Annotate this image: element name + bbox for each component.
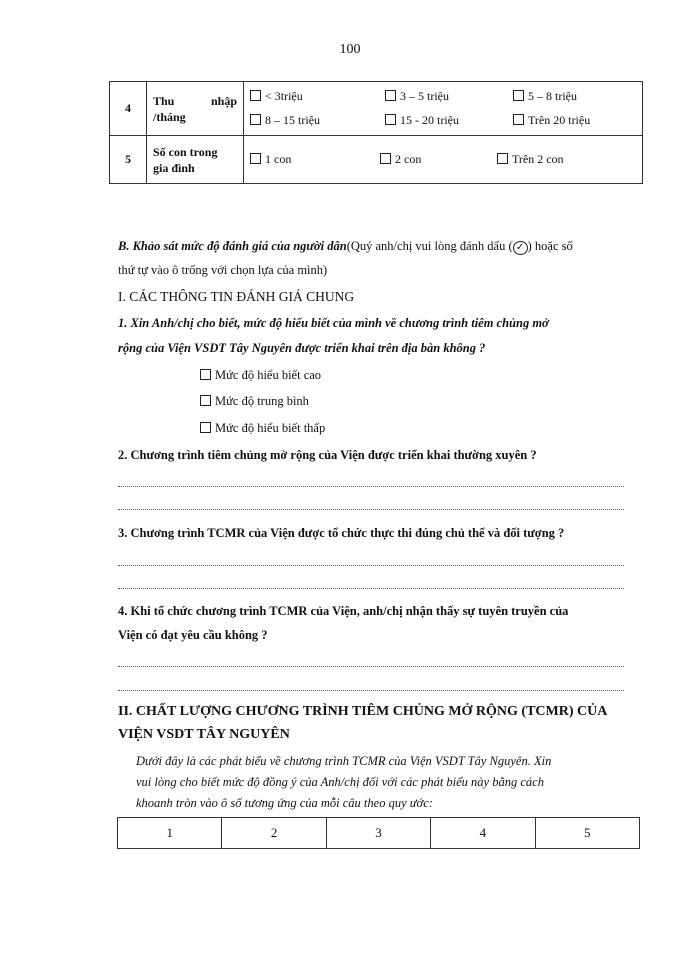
section-2-intro-line-3: khoanh tròn vào ô số tương ứng của mỗi câu theo quy ước: (136, 796, 433, 810)
instruction-text: ) hoặc số (527, 239, 573, 253)
question-3: 3. Chương trình TCMR của Viện được tổ chức thực thi đúng chủ thể và đối tượng ? (118, 526, 565, 540)
instruction-text: (Quý anh/chị vui lòng đánh dấu ( (346, 239, 513, 253)
row-label (147, 136, 244, 184)
page-number: 100 (339, 42, 361, 57)
option-label: Mức độ hiểu biết cao (215, 368, 322, 382)
scale-cell[interactable]: 3 (326, 818, 430, 849)
option-label: 5 – 8 triệu (528, 89, 577, 103)
table-row (110, 82, 643, 136)
section-b-intro (118, 234, 638, 258)
checkbox-icon (250, 153, 261, 164)
q1-option[interactable] (200, 368, 321, 383)
section-b-title: B. Khảo sát mức độ đánh giá của người dân (118, 239, 347, 253)
scale-cell[interactable]: 5 (535, 818, 639, 849)
option-checkbox[interactable] (250, 89, 385, 104)
option-label: 2 con (395, 152, 422, 166)
answer-line[interactable] (118, 509, 624, 510)
option-checkbox[interactable] (385, 89, 513, 104)
checkmark-icon: ✓ (513, 241, 528, 255)
option-label: Trên 2 con (512, 152, 564, 166)
checkbox-icon (200, 395, 211, 406)
option-label: Trên 20 triệu (528, 113, 591, 127)
checkbox-icon (250, 114, 261, 125)
label-line: /tháng (153, 109, 186, 124)
section-2-heading-line-2: VIỆN VSDT TÂY NGUYÊN (118, 727, 290, 742)
demographics-table (109, 81, 643, 184)
checkbox-icon (513, 114, 524, 125)
section-2-heading-line-1: II. CHẤT LƯỢNG CHƯƠNG TRÌNH TIÊM CHỦNG MỞ RỘNG (TCMR) CỦA (118, 704, 608, 719)
question-2: 2. Chương trình tiêm chủng mở rộng của Viện được triển khai thường xuyên ? (118, 448, 537, 462)
question-4-line-1: 4. Khi tổ chức chương trình TCMR của Viện, anh/chị nhận thấy sự tuyên truyền của (118, 604, 569, 618)
option-checkbox[interactable] (380, 152, 497, 167)
row-label (147, 82, 244, 136)
option-label: 3 – 5 triệu (400, 89, 449, 103)
option-label: Mức độ trung bình (215, 394, 309, 408)
answer-line[interactable] (118, 565, 624, 566)
option-checkbox[interactable] (497, 152, 564, 167)
table-row (110, 136, 643, 184)
section-2-intro-line-2: vui lòng cho biết mức độ đồng ý của Anh/chị đối với các phát biểu này bằng cách (136, 775, 544, 789)
option-label: 8 – 15 triệu (265, 113, 320, 127)
q1-option[interactable] (200, 421, 325, 436)
checkbox-icon (250, 90, 261, 101)
label-line: gia đình (153, 160, 195, 175)
question-1-line-1: 1. Xin Anh/chị cho biết, mức độ hiểu biết của mình về chương trình tiêm chủng mở (118, 316, 549, 330)
scale-cell[interactable]: 2 (222, 818, 326, 849)
row-number: 5 (110, 136, 147, 184)
checkbox-icon (200, 369, 211, 380)
option-checkbox[interactable] (385, 113, 513, 128)
option-checkbox[interactable] (513, 89, 577, 104)
row-number: 4 (110, 82, 147, 136)
option-checkbox[interactable] (250, 113, 385, 128)
answer-line[interactable] (118, 486, 624, 487)
answer-line[interactable] (118, 690, 624, 691)
label-line: Thu nhập (153, 93, 237, 108)
answer-line[interactable] (118, 666, 624, 667)
label-line: Số con trong (153, 144, 218, 159)
checkbox-icon (513, 90, 524, 101)
checkbox-icon (200, 422, 211, 433)
option-label: 15 - 20 triệu (400, 113, 459, 127)
income-options (244, 82, 643, 136)
instruction-line-2: thứ tự vào ô trống với chọn lựa của mình) (118, 263, 328, 277)
section-2-intro-line-1: Dưới đây là các phát biểu về chương trình TCMR của Viện VSDT Tây Nguyên. Xin (136, 754, 552, 768)
option-label: Mức độ hiểu biết thấp (215, 421, 326, 435)
q1-option[interactable] (200, 394, 309, 409)
section-1-heading: I. CÁC THÔNG TIN ĐÁNH GIÁ CHUNG (118, 289, 355, 304)
question-1-line-2: rộng của Viện VSDT Tây Nguyên được triển khai trên địa bàn không ? (118, 341, 486, 355)
option-label: < 3triệu (265, 89, 303, 103)
checkbox-icon (380, 153, 391, 164)
scale-cell[interactable]: 4 (431, 818, 535, 849)
option-checkbox[interactable] (250, 152, 380, 167)
checkbox-icon (497, 153, 508, 164)
option-label: 1 con (265, 152, 292, 166)
checkbox-icon (385, 114, 396, 125)
rating-scale-table (117, 817, 640, 849)
checkbox-icon (385, 90, 396, 101)
option-checkbox[interactable] (513, 113, 590, 128)
children-options (244, 136, 643, 184)
question-4-line-2: Viện có đạt yêu cầu không ? (118, 628, 268, 642)
scale-cell[interactable]: 1 (118, 818, 222, 849)
answer-line[interactable] (118, 588, 624, 589)
